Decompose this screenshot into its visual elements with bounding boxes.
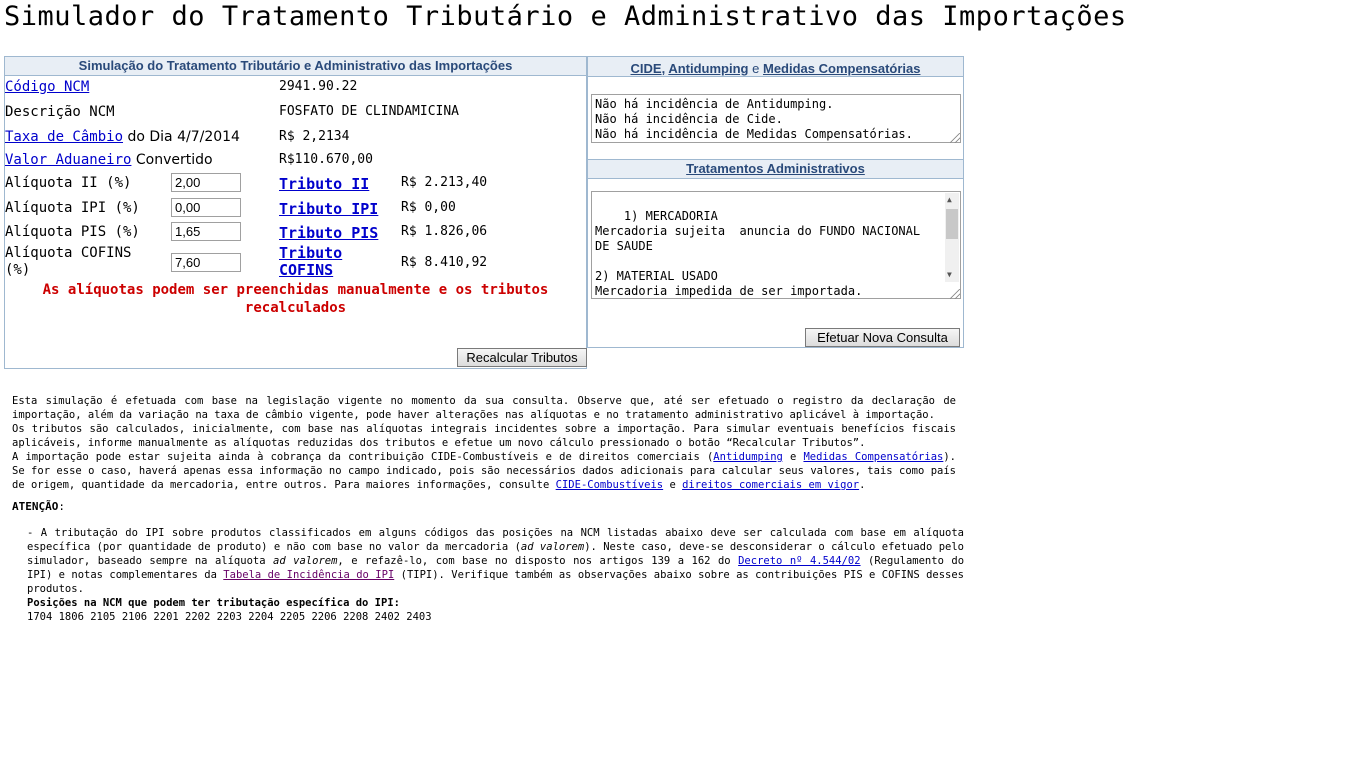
ipi-note-italic1: ad valorem: [520, 541, 585, 553]
ipi-note-b: ). Neste caso, deve-se desconsiderar o cálculo efetuado pelo simulador, baseado sempre na alíquota: [27, 541, 964, 567]
recalculate-button[interactable]: Recalcular Tributos: [457, 348, 587, 367]
tax-link-cofins-line1: Tributo: [279, 244, 343, 262]
tax-link-cofins-line2: COFINS: [279, 261, 334, 279]
decree-link[interactable]: Decreto nº 4.544/02: [738, 555, 861, 567]
exchange-date-label: do Dia 4/7/2014: [123, 129, 240, 145]
disclaimer-p3-text-e: .: [859, 479, 866, 491]
ipi-positions-list: 1704 1806 2105 2106 2201 2202 2203 2204 2205 2206 2208 2402 2403: [27, 611, 432, 623]
cide-admin-panel: [587, 56, 964, 348]
recalc-warning: As alíquotas podem ser preenchidas manualmente e os tributos recalculados: [42, 282, 549, 316]
tax-value-cofins: R$ 8.410,92: [401, 255, 488, 270]
ncm-code-link[interactable]: Código NCM: [5, 79, 90, 95]
ncm-code-value: 2941.90.22: [279, 79, 358, 94]
customs-value: R$110.670,00: [279, 152, 373, 167]
ipi-note-text: [27, 526, 964, 596]
cide-fuels-link[interactable]: CIDE-Combustíveis: [555, 479, 664, 491]
rate-label-cofins: [5, 245, 131, 279]
disclaimer-p3-text-c: ). Se for esse o caso, haverá apenas essa informação no campo indicado, pois são necessários dados adicionais para calcular seus valores, tais como país de origem, quantidade da mercadoria, entre outros. Para maiores informações, consulte: [12, 451, 956, 491]
rate-row-ipi: [5, 198, 586, 220]
ipi-note-d: (Regulamento do IPI) e notas complementares da: [27, 555, 965, 581]
tax-value-ii: R$ 2.213,40: [401, 175, 488, 190]
scroll-up-icon[interactable]: ▲: [947, 195, 952, 204]
page-title: Simulador do Tratamento Tributário e Administrativo das Importações: [4, 1, 1127, 32]
admin-header: [588, 159, 963, 179]
ncm-desc-row: [5, 102, 586, 124]
exchange-rate-link[interactable]: Taxa de Câmbio: [5, 129, 124, 145]
customs-value-link[interactable]: Valor Aduaneiro: [5, 152, 132, 168]
compensatory-info-link[interactable]: Medidas Compensatórias: [803, 451, 944, 463]
exchange-row: [5, 127, 586, 149]
rate-input-ii[interactable]: [171, 173, 241, 192]
attention-title: [12, 500, 65, 513]
ipi-note: [27, 526, 964, 624]
ipi-note-e: (TIPI). Verifique também as observações abaixo sobre as contribuições PIS e COFINS desses produtos.: [27, 569, 964, 595]
disclaimer: [12, 394, 956, 492]
admin-scrollbar[interactable]: [945, 193, 959, 282]
rate-input-pis[interactable]: [171, 222, 241, 241]
tax-value-pis: R$ 1.826,06: [401, 224, 488, 239]
rate-input-ipi[interactable]: [171, 198, 241, 217]
attention-title-text: ATENÇÃO: [12, 500, 59, 513]
disclaimer-p3-text-b: e: [782, 451, 804, 463]
admin-resize-grip[interactable]: [950, 289, 960, 299]
cide-resize-grip[interactable]: [950, 133, 960, 143]
rate-label-ii: Alíquota II (%): [5, 175, 132, 191]
scroll-thumb[interactable]: [946, 209, 958, 239]
admin-textarea-content: 1) MERCADORIA Mercadoria sujeita anuncia do FUNDO NACIONAL DE SAUDE 2) MATERIAL USADO Mercadoria impedida de ser importada.: [595, 209, 921, 298]
rate-label-pis: Alíquota PIS (%): [5, 224, 140, 240]
tax-link-pis[interactable]: Tributo PIS: [279, 224, 379, 242]
antidumping-link[interactable]: Antidumping: [668, 61, 749, 76]
ipi-note-c: , e refazê-lo, com base no disposto nos artigos 139 a 162 do: [337, 555, 739, 567]
rate-row-cofins: [5, 245, 586, 281]
cide-and: e: [752, 61, 760, 76]
ipi-note-a: - A tributação do IPI sobre produtos classificados em alguns códigos das posições na NCM listadas abaixo deve ser calculada com base em alíquota específica (por quantidade de produto) e não com base no valor da mercadoria (: [27, 527, 964, 553]
disclaimer-p3: [12, 450, 956, 492]
admin-textarea[interactable]: [591, 191, 961, 299]
ncm-desc-value: FOSFATO DE CLINDAMICINA: [279, 104, 460, 119]
rate-label-cofins-line1: Alíquota COFINS: [5, 245, 132, 261]
ipi-positions-title: Posições na NCM que podem ter tributação específica do IPI:: [27, 597, 400, 609]
ncm-desc-label: Descrição NCM: [5, 104, 115, 120]
customs-row: [5, 150, 586, 172]
scroll-down-icon[interactable]: ▼: [947, 270, 952, 279]
rate-row-pis: [5, 222, 586, 244]
trade-rights-link[interactable]: direitos comerciais em vigor: [682, 479, 860, 491]
attention-colon: :: [58, 500, 65, 513]
tax-link-ipi[interactable]: Tributo IPI: [279, 200, 379, 218]
cide-header: [588, 57, 963, 77]
tax-link-ii[interactable]: Tributo II: [279, 175, 370, 193]
cide-textarea[interactable]: Não há incidência de Antidumping. Não há incidência de Cide. Não há incidência de Medidas Compensatórias.: [591, 94, 961, 143]
disclaimer-p2: Os tributos são calculados, inicialmente, com base nas alíquotas integrais incidentes sobre a importação. Para simular eventuais benefícios fiscais aplicáveis, informe manualmente as alíquotas reduzidas dos tributos e efetue um novo cálculo pressionado o botão “Recalcular Tributos”.: [12, 423, 956, 449]
cide-comma: ,: [661, 61, 666, 76]
admin-treatments-link[interactable]: Tratamentos Administrativos: [686, 161, 865, 176]
rate-label-ipi: Alíquota IPI (%): [5, 200, 140, 216]
tax-link-cofins[interactable]: [279, 245, 342, 279]
tipi-link[interactable]: Tabela de Incidência do IPI: [223, 569, 395, 581]
disclaimer-p3-text-a: A importação pode estar sujeita ainda à cobrança da contribuição CIDE-Combustíveis e de direitos comerciais (: [12, 451, 714, 463]
rate-input-cofins[interactable]: [171, 253, 241, 272]
rate-row-ii: [5, 173, 586, 195]
new-query-button[interactable]: Efetuar Nova Consulta: [805, 328, 960, 347]
simulation-header: Simulação do Tratamento Tributário e Administrativo das Importações: [5, 57, 586, 76]
disclaimer-p3-text-d: e: [663, 479, 683, 491]
cide-link[interactable]: CIDE: [630, 61, 662, 76]
ipi-note-italic2: ad valorem: [273, 555, 338, 567]
simulation-panel: [4, 56, 587, 369]
rate-label-cofins-line2: (%): [5, 262, 31, 278]
compensatory-measures-link[interactable]: Medidas Compensatórias: [762, 61, 921, 76]
exchange-rate-value: R$ 2,2134: [279, 129, 350, 144]
antidumping-info-link[interactable]: Antidumping: [713, 451, 783, 463]
disclaimer-p1: Esta simulação é efetuada com base na legislação vigente no momento da sua consulta. Observe que, até ser efetuado o registro da declaração de importação, além da variação na taxa de câmbio vigente, pode haver alterações nas alíquotas e no tratamento administrativo aplicável à importação.: [12, 395, 956, 421]
ncm-code-row: [5, 77, 586, 99]
tax-value-ipi: R$ 0,00: [401, 200, 456, 215]
customs-converted-label: Convertido: [131, 152, 213, 168]
